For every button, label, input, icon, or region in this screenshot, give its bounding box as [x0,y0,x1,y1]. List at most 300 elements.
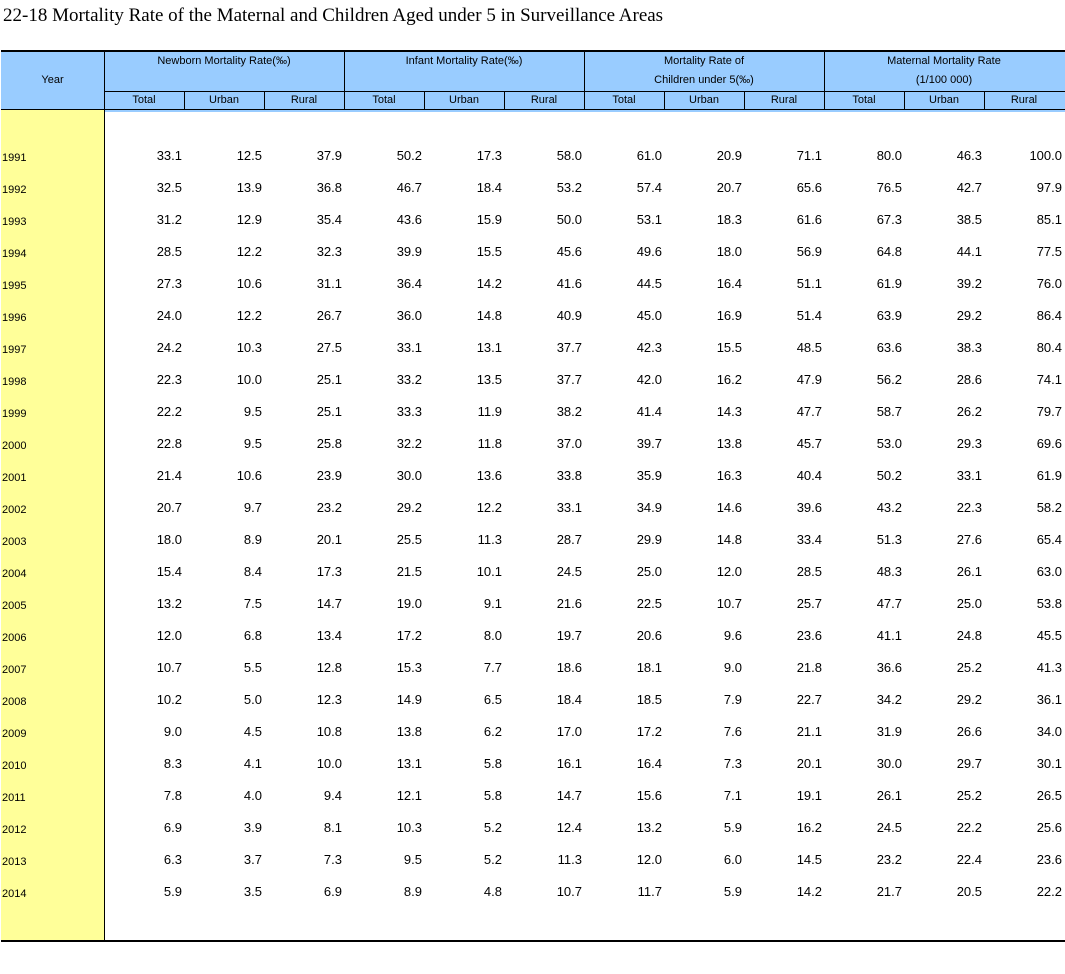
row-year: 2012 [2,824,27,836]
row-value: 15.9 [476,212,502,227]
subcolumn-header: Rural [290,94,318,106]
row-value: 85.1 [1036,212,1062,227]
row-value: 11.9 [477,404,502,419]
row-value: 33.3 [396,404,422,419]
row-value: 3.5 [243,884,262,899]
row-value: 28.5 [796,564,822,579]
row-value: 9.5 [403,852,422,867]
row-value: 10.8 [316,724,342,739]
row-value: 14.2 [476,276,502,291]
row-value: 47.9 [796,372,822,387]
row-value: 12.9 [236,212,262,227]
row-value: 7.5 [243,596,262,611]
group-header-line2: (1/100 000) [915,74,973,86]
row-value: 53.8 [1036,596,1062,611]
row-value: 42.3 [636,340,662,355]
row-value: 10.6 [236,276,262,291]
row-value: 25.5 [396,532,422,547]
row-value: 61.9 [876,276,902,291]
row-value: 28.6 [956,372,982,387]
header-bottom-line [1,109,1065,110]
row-value: 53.1 [636,212,662,227]
row-value: 28.5 [156,244,182,259]
row-value: 31.2 [156,212,182,227]
row-value: 5.9 [723,884,742,899]
row-value: 6.9 [323,884,342,899]
row-value: 9.7 [243,500,262,515]
row-value: 39.6 [796,500,822,515]
row-value: 34.2 [876,692,902,707]
row-value: 63.0 [1036,564,1062,579]
row-value: 10.3 [396,820,422,835]
row-value: 21.4 [156,468,182,483]
row-value: 18.4 [556,692,582,707]
table-row [0,150,1065,182]
row-value: 33.8 [556,468,582,483]
row-value: 37.0 [556,436,582,451]
row-value: 42.7 [956,180,982,195]
row-value: 10.2 [156,692,182,707]
row-value: 31.9 [876,724,902,739]
row-value: 18.0 [156,532,182,547]
row-value: 61.6 [796,212,822,227]
row-value: 14.3 [716,404,742,419]
row-value: 32.3 [316,244,342,259]
row-value: 47.7 [796,404,822,419]
row-year: 2006 [2,632,27,644]
table-row [0,214,1065,246]
row-value: 7.8 [163,788,182,803]
row-value: 10.3 [236,340,262,355]
row-value: 9.6 [723,628,742,643]
row-value: 41.1 [876,628,902,643]
row-value: 65.4 [1036,532,1062,547]
subcolumn-header: Urban [209,94,239,106]
row-value: 7.6 [723,724,742,739]
subcolumn-header: Rural [1010,94,1038,106]
row-value: 37.7 [556,372,582,387]
row-value: 57.4 [636,180,662,195]
row-value: 26.1 [876,788,902,803]
row-value: 23.6 [796,628,822,643]
row-year: 1997 [2,344,27,356]
row-value: 4.1 [243,756,262,771]
row-value: 10.7 [556,884,582,899]
row-value: 11.3 [477,532,502,547]
row-year: 2000 [2,440,27,452]
row-year: 2014 [2,888,27,900]
table-row [0,182,1065,214]
row-value: 20.9 [716,148,742,163]
row-value: 13.2 [156,596,182,611]
row-value: 20.7 [716,180,742,195]
row-value: 35.9 [636,468,662,483]
row-value: 21.1 [796,724,822,739]
row-value: 61.0 [636,148,662,163]
row-value: 50.0 [556,212,582,227]
row-value: 30.0 [396,468,422,483]
row-value: 77.5 [1036,244,1062,259]
row-value: 6.0 [723,852,742,867]
row-value: 8.4 [243,564,262,579]
row-value: 29.7 [956,756,982,771]
row-value: 42.0 [636,372,662,387]
group-header-line1: Maternal Mortality Rate [887,55,1001,67]
row-value: 29.2 [956,692,982,707]
row-value: 58.7 [876,404,902,419]
table-row [0,694,1065,726]
row-value: 16.3 [716,468,742,483]
row-value: 5.0 [243,692,262,707]
row-value: 22.3 [956,500,982,515]
row-value: 10.1 [476,564,502,579]
row-value: 32.2 [396,436,422,451]
row-value: 9.0 [163,724,182,739]
subcolumn-header: Urban [929,94,959,106]
row-value: 21.5 [396,564,422,579]
table-row [0,630,1065,662]
row-value: 39.7 [636,436,662,451]
row-value: 26.2 [956,404,982,419]
row-value: 22.2 [1036,884,1062,899]
subcolumn-header: Urban [449,94,479,106]
row-year: 2013 [2,856,27,868]
row-value: 50.2 [396,148,422,163]
row-value: 30.0 [876,756,902,771]
row-value: 38.5 [956,212,982,227]
row-value: 14.7 [556,788,582,803]
row-value: 18.5 [636,692,662,707]
row-value: 14.5 [796,852,822,867]
row-value: 5.9 [163,884,182,899]
row-value: 19.0 [396,596,422,611]
row-value: 16.1 [556,756,582,771]
row-value: 41.4 [636,404,662,419]
row-value: 46.7 [396,180,422,195]
row-value: 5.9 [723,820,742,835]
row-year: 1994 [2,248,27,260]
row-value: 27.6 [956,532,982,547]
table-row [0,886,1065,918]
row-value: 36.1 [1036,692,1062,707]
row-value: 17.2 [636,724,662,739]
row-value: 22.3 [156,372,182,387]
row-value: 26.6 [956,724,982,739]
row-value: 25.7 [796,596,822,611]
table-row [0,662,1065,694]
row-value: 14.2 [796,884,822,899]
row-value: 8.0 [483,628,502,643]
row-value: 8.1 [323,820,342,835]
row-value: 9.4 [323,788,342,803]
table-row [0,534,1065,566]
row-value: 44.5 [636,276,662,291]
row-value: 51.4 [796,308,822,323]
row-value: 20.7 [156,500,182,515]
row-value: 76.5 [876,180,902,195]
row-value: 9.0 [723,660,742,675]
row-year: 2007 [2,664,27,676]
row-value: 27.5 [316,340,342,355]
row-value: 25.1 [316,404,342,419]
row-value: 13.6 [476,468,502,483]
row-year: 2002 [2,504,27,516]
row-value: 22.7 [796,692,822,707]
table-row [0,310,1065,342]
row-value: 33.4 [796,532,822,547]
group-header-line1: Newborn Mortality Rate(‰) [157,55,291,67]
row-value: 71.1 [796,148,822,163]
row-value: 24.5 [556,564,582,579]
row-value: 25.8 [316,436,342,451]
row-value: 30.1 [1036,756,1062,771]
row-value: 56.9 [796,244,822,259]
row-value: 21.8 [796,660,822,675]
row-value: 37.9 [316,148,342,163]
row-value: 37.7 [556,340,582,355]
row-value: 7.3 [723,756,742,771]
row-value: 46.3 [956,148,982,163]
row-value: 48.5 [796,340,822,355]
row-value: 10.0 [236,372,262,387]
row-value: 25.2 [956,660,982,675]
row-value: 15.6 [636,788,662,803]
row-value: 12.5 [236,148,262,163]
row-value: 17.3 [476,148,502,163]
row-value: 13.1 [396,756,422,771]
row-value: 16.9 [716,308,742,323]
row-value: 26.5 [1036,788,1062,803]
row-value: 16.2 [716,372,742,387]
row-value: 50.2 [876,468,902,483]
row-value: 12.2 [476,500,502,515]
row-value: 7.9 [723,692,742,707]
row-value: 34.9 [636,500,662,515]
row-value: 33.1 [396,340,422,355]
row-value: 40.9 [556,308,582,323]
row-value: 13.8 [396,724,422,739]
row-year: 1999 [2,408,27,420]
table-row [0,726,1065,758]
row-value: 65.6 [796,180,822,195]
row-value: 97.9 [1036,180,1062,195]
row-year: 2003 [2,536,27,548]
row-value: 13.1 [476,340,502,355]
row-value: 25.1 [316,372,342,387]
table-row [0,246,1065,278]
row-year: 2009 [2,728,27,740]
row-year: 2004 [2,568,27,580]
row-value: 12.0 [156,628,182,643]
row-value: 18.3 [716,212,742,227]
row-value: 86.4 [1036,308,1062,323]
row-value: 12.4 [556,820,582,835]
row-value: 39.2 [956,276,982,291]
row-value: 7.1 [723,788,742,803]
row-value: 14.8 [476,308,502,323]
row-value: 16.2 [796,820,822,835]
row-year: 2011 [2,792,26,804]
row-value: 13.5 [476,372,502,387]
row-value: 23.6 [1036,852,1062,867]
row-value: 9.1 [483,596,502,611]
row-value: 25.0 [636,564,662,579]
row-value: 39.9 [396,244,422,259]
row-value: 25.6 [1036,820,1062,835]
row-value: 6.5 [483,692,502,707]
subcolumn-header: Total [612,94,636,106]
row-value: 24.2 [156,340,182,355]
row-value: 48.3 [876,564,902,579]
row-value: 26.1 [956,564,982,579]
table-row [0,278,1065,310]
group-header-line1: Mortality Rate of [663,55,745,67]
row-value: 25.0 [956,596,982,611]
row-value: 51.1 [796,276,822,291]
row-value: 11.3 [557,852,582,867]
table-row [0,406,1065,438]
row-value: 21.6 [556,596,582,611]
page-title: 22-18 Mortality Rate of the Maternal and Children Aged under 5 in Surveillance Areas [3,5,664,26]
row-value: 26.7 [316,308,342,323]
row-value: 19.1 [796,788,822,803]
table-row [0,374,1065,406]
row-value: 4.8 [483,884,502,899]
row-value: 13.2 [636,820,662,835]
subcolumn-header: Rural [770,94,798,106]
row-value: 64.8 [876,244,902,259]
row-value: 63.6 [876,340,902,355]
row-value: 13.9 [236,180,262,195]
row-value: 34.0 [1036,724,1062,739]
row-value: 3.9 [243,820,262,835]
row-value: 24.5 [876,820,902,835]
row-value: 43.6 [396,212,422,227]
row-value: 6.2 [483,724,502,739]
row-value: 29.9 [636,532,662,547]
row-value: 20.5 [956,884,982,899]
row-value: 10.6 [236,468,262,483]
year-header: Year [41,74,64,86]
table-row [0,758,1065,790]
row-value: 12.0 [716,564,742,579]
row-value: 22.5 [636,596,662,611]
row-value: 53.2 [556,180,582,195]
row-value: 4.0 [243,788,262,803]
row-value: 13.4 [316,628,342,643]
group-header-line2: Children under 5(‰) [654,74,754,86]
table-row [0,854,1065,886]
row-value: 33.1 [556,500,582,515]
row-value: 29.2 [956,308,982,323]
table-row [0,470,1065,502]
row-value: 10.0 [316,756,342,771]
row-value: 38.3 [956,340,982,355]
row-value: 27.3 [156,276,182,291]
row-value: 47.7 [876,596,902,611]
row-year: 2008 [2,696,27,708]
row-value: 15.4 [156,564,182,579]
row-value: 23.2 [876,852,902,867]
row-value: 63.9 [876,308,902,323]
row-value: 4.5 [243,724,262,739]
row-value: 58.0 [556,148,582,163]
row-value: 17.2 [396,628,422,643]
row-value: 41.3 [1036,660,1062,675]
row-value: 51.3 [876,532,902,547]
row-value: 11.7 [637,884,662,899]
row-value: 18.0 [716,244,742,259]
row-year: 1995 [2,280,27,292]
subcolumn-header: Urban [689,94,719,106]
row-value: 8.9 [243,532,262,547]
row-year: 1996 [2,312,27,324]
row-value: 12.0 [636,852,662,867]
row-value: 10.7 [156,660,182,675]
row-year: 1998 [2,376,27,388]
row-value: 11.8 [477,436,502,451]
row-value: 18.1 [636,660,662,675]
row-value: 10.7 [716,596,742,611]
row-value: 6.8 [243,628,262,643]
row-value: 3.7 [243,852,262,867]
row-value: 36.8 [316,180,342,195]
row-value: 45.6 [556,244,582,259]
row-value: 24.0 [156,308,182,323]
row-year: 1992 [2,184,27,196]
table-row [0,822,1065,854]
row-value: 18.4 [476,180,502,195]
row-value: 79.7 [1036,404,1062,419]
row-value: 58.2 [1036,500,1062,515]
row-value: 7.3 [323,852,342,867]
row-value: 41.6 [556,276,582,291]
row-value: 8.9 [403,884,422,899]
row-value: 80.4 [1036,340,1062,355]
row-value: 12.2 [236,308,262,323]
row-value: 15.5 [716,340,742,355]
row-value: 14.9 [396,692,422,707]
row-value: 19.7 [556,628,582,643]
row-value: 53.0 [876,436,902,451]
row-value: 45.0 [636,308,662,323]
row-value: 7.7 [483,660,502,675]
row-value: 12.1 [396,788,422,803]
row-value: 38.2 [556,404,582,419]
table-row [0,502,1065,534]
row-value: 22.4 [956,852,982,867]
row-value: 24.8 [956,628,982,643]
subcolumn-header: Total [372,94,396,106]
row-value: 44.1 [956,244,982,259]
row-year: 2005 [2,600,27,612]
row-year: 1993 [2,216,27,228]
row-value: 25.2 [956,788,982,803]
row-value: 12.3 [316,692,342,707]
subcolumn-header: Rural [530,94,558,106]
row-value: 20.1 [316,532,342,547]
row-value: 14.7 [316,596,342,611]
row-value: 6.9 [163,820,182,835]
row-value: 28.7 [556,532,582,547]
table-row [0,598,1065,630]
row-value: 5.8 [483,756,502,771]
row-value: 80.0 [876,148,902,163]
row-value: 12.8 [316,660,342,675]
row-value: 56.2 [876,372,902,387]
row-value: 14.8 [716,532,742,547]
row-value: 45.5 [1036,628,1062,643]
